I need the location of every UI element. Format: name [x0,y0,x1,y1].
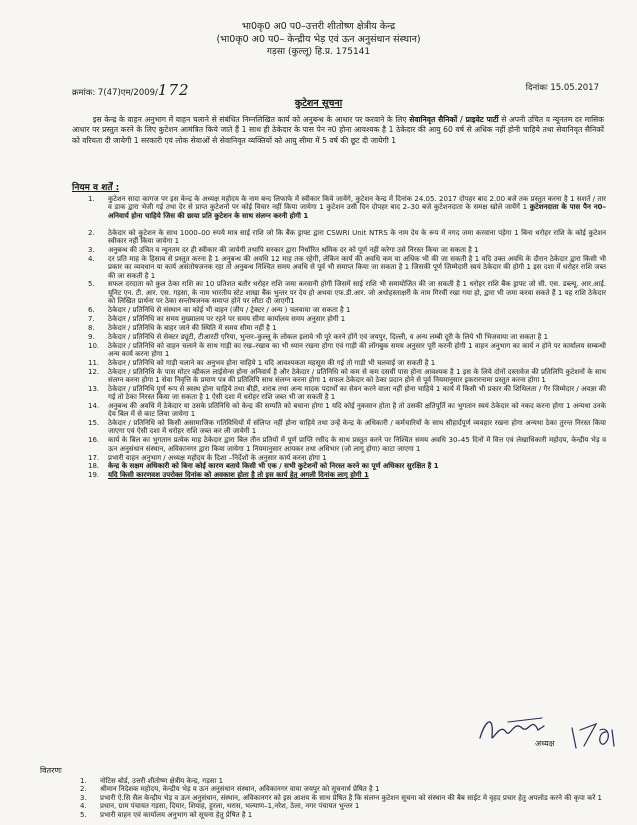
term-text: दर प्रति माह के हिसाब से प्रस्तुत करना है 1 अनुबन्ध की अवधि 12 माह तक रहेगी, लेकिन कार्य की अवधि कम या अधिक भी की जा सकती है 1 यदि उक्त अवधि के दौरान ठेकेदार द्वारा किसी भी प्रकार का व्यवधान या कार्य असंतोषजनक रहा तो अनुबन्ध निश्चित समय अवधि से पूर्व भी समाप्त किया जा सकता है 1 जिसकी पूर्ण जिम्मेदारी स्वयं ठेकेदार की होगी 1 इस दशा में धरोहर राशि जब्त की जा सकती है 1 [108,254,606,280]
distribution-item [40,785,620,793]
intro-bold: सेवानिवृत सैनिकों / प्राइवेट पार्टी [409,115,499,124]
term-number: 12. [88,367,100,376]
distribution-text: प्रभारी ऐ.सि सैल केन्द्रीय भेड़ व ऊन अनुसंधान, संस्थान, अविकानगर को इस आशय के साथ प्रेषित है कि संलग्न कुटेशन सूचना को संस्थान की बैब साईट मे वृहद प्रचार हेतु अपलोड करने की कृपा करें 1 [100,793,602,802]
term-item [72,246,606,254]
distribution-item [40,802,620,810]
term-number: 6. [88,305,95,314]
document-title: कुटेशन सूचना [294,98,343,109]
term-item [72,315,606,323]
term-number: 4. [88,254,95,263]
letterhead-line-1: भा0कृ0 अ0 प0–उत्तरी शीतोष्ण क्षेत्रीय केन्द्र [241,21,396,32]
term-number: 13. [88,384,100,393]
term-item [72,402,606,419]
distribution-number: 2. [80,785,87,794]
term-text: ठेकेदार को कुटेशन के साथ 1000–00 रुपये मात्र साई राशि जो कि बैंक ड्राफ्ट द्वारा CSWRI Unit NTRS के नाम देय के रूप में नगद जमा करवाना पड़ेगा 1 बिना धरोहर राशि के कोई कुटेशन स्वीकार नहीं किया जायेगा 1 [108,228,606,246]
term-item [72,471,606,479]
term-text: ठेकेदार / प्रतिनिधि से संस्थान का कोई भी वाहन (जीप / ट्रेक्टर / अन्य ) चलवाया जा सकता है 1 [108,305,351,314]
term-item [72,385,606,402]
term-text: केन्द्र के सक्षम अधिकारी को बिना कोई कारण बताये किसी भी एक / सभी कुटेशनों को निरस्त करने का पूर्ण अधिकार सुरक्षित है 1 [108,462,439,471]
term-text: ठेकेदार / प्रतिनिधि के पास मोटर व्हीकल लाईसेन्स होना अनिवार्य है और ठेकेदार / प्रतिनिधि को कम से कम दसवीं पास होना आवश्यक है 1 इस के लिये दोनों दस्तावेज की प्रतिलिपि कुटेशनों के साथ संलग्न करना होगा 1 सेवा निवृत्ति के प्रमाण पत्र की प्रतिलिपि साथ संलग्न करना होगा 1 सफल ठेकेदार को ठेका प्रदान होने से पूर्व नियमानुसार इकरारनामा प्रस्तुत करना होगा 1 [108,367,606,384]
distribution-text: श्रीमान निदेशक महोदय, केन्द्रीय भेड़ व ऊन अनुसंधान संस्थान, अविकानगर वाया जयपुर को सूचनार्थ प्रेषित है 1 [100,785,380,794]
term-number: 7. [88,314,95,323]
distribution-heading: वितरणः [40,766,62,775]
term-text: कार्य के बिल का भुगतान प्रत्येक माह ठेकेदार द्वारा बिल तीन प्रतियों में पूर्ण प्राप्ति रसीद के साथ प्रस्तुत करने पर निश्चित समय अवधि 30–45 दिनों में वित्त एवं लेखाधिकारी महोदय, केन्द्रीय भेड़ व ऊन अनुसंधान संस्थान, अविकानगर द्वारा किया जायेगा 1 नियमानुसार आयकर तथा अधिभार (जो लागू होगा) काटा जाएगा 1 [108,436,606,453]
letterhead-line-3: गड़सा (कुल्लू) हि.प्र. 175141 [266,47,371,57]
term-text: ठेकेदार / प्रतिनिधि के बाहर जाने की स्थिति में समय सीमा नहीं है 1 [108,323,277,332]
term-number: 8. [88,323,95,332]
term-item [72,333,606,341]
term-number: 1. [88,195,95,203]
term-number: 11. [88,358,100,367]
term-number: 17. [88,453,100,462]
term-number: 19. [88,471,100,480]
term-item [72,229,606,246]
letterhead-line-2: (भा0कृ0 अ0 प0– केन्द्रीय भेड़ एवं ऊन अनुसंधान संस्थान) [216,34,421,45]
term-text: ठेकेदार / प्रतिनिधि का समय मुख्यालय पर रहने पर समय सीमा कार्यालय समय अनुसार होगी 1 [108,314,346,323]
term-item [72,195,606,220]
term-bold-text: कुटेशनदाता के पास पैन न0– अनिवार्य होना चाहिये जिस की छाया प्रति कुटेशन के साथ संलग्न करनी होगी 1 [108,203,606,220]
document-date: दिनांकः 15.05.2017 [525,83,599,93]
term-number: 5. [88,280,95,289]
term-item [72,280,606,305]
term-item [72,419,606,436]
term-number: 3. [88,246,95,255]
distribution-number: 1. [80,777,87,785]
distribution-text: प्रधान, ग्राम पंचायत गड़सा, दियार, शियाह, हुरला, थरास, भल्याण–1,नरेश, ठेला, नगर पंचायत भुन्तर 1 [100,802,360,811]
term-item [72,255,606,280]
term-text: प्रभारी वाहन अनुभाग / अध्यक्ष महोदय के दिशा –निर्देशों के अनुसार कार्य करना होगा 1 [108,453,327,462]
term-number: 18. [88,462,100,471]
distribution-number: 3. [80,793,87,802]
term-text: ठेकेदार / प्रतिनिधि को वाहन चलाने के साथ गाड़ी का रख–रखाव का भी ध्यान रखना होगा एवं गाड़ी की लॉगबुक समय अनुसार पूरी करनी होगी 1 वाहन अनुभाग का कार्य न होने पर कार्यालय सम्बन्धी अन्य कार्य करना होगा 1 [108,341,606,358]
term-number: 16. [88,436,100,445]
distribution-text: प्रभारी वाहन एवं कार्यालय अनुभाग को सूचना हेतु प्रेषित है 1 [100,810,253,819]
term-text: ठेकेदार / प्रतिनिधि से सेक्टर ड्यूटी, टीआरटी एरिया, भुन्तर–कुल्लू के लोकल इलावे भी पूरे करने होंगें एवं जयपुर, दिल्ली, व अन्य लम्बी दूरी के लिये भी भिजवाया जा सकता है 1 [108,332,549,341]
term-item [72,324,606,332]
term-text: ठेकेदार / प्रतिनिधि पूर्ण रूप से स्वस्थ होना चाहिये तथा बीड़ी, शराब तथा अन्य मादक पदार्थों का सेवन करने वाला नहीं होना चाहिये 1 कार्य में किसी भी प्रकार की शिथिलता / गैर जिम्मेदार / अवज्ञा की गई तो ठेका निरस्त किया जा सकता है 1 ऐसी दशा में धरोहर राशि जब्त भी जा सकती है 1 [108,384,606,402]
term-text: अनुबन्ध की उचित व न्यूनतम दर ही स्वीकार की जायेगी तथापि सरकार द्वारा निर्धारित श्रमिक दर को पूर्ण नहीं करेगा उसे निरस्त किया जा सकता है 1 [108,246,479,255]
term-item [72,368,606,385]
term-item [72,306,606,314]
term-text: अनुबन्ध की अवधि में ठेकेदार या उसके प्रतिनिधि को केन्द्र की सम्पति को बचाना होगा 1 यदि कोई नुकसान होता है तो उसकी क्षतिपूर्ति का भुगतान स्वयं ठेकेदार को नकद करना होगा 1 अन्यथा उनके देय बिल में से काट लिया जायेगा 1 [108,401,606,419]
term-text: सफल दरदाता को कुल ठेका राशि का 10 प्रतिशत बतौर धरोहर राशि जमा करवानी होगी जिसमें साई राशि भी समायोजित की जा सकती है 1 धरोहर राशि बैंक ड्राफ्ट जो सी. एस. डब्ल्यू. आर.आई. यूनिट एन. टी. आर. एस. गड़सा, के नाम भारतीय स्टेट शाखा बैंक भुन्तर पर देय हो अथवा एफ.डी.आर. जो अधोहस्ताक्षरी के नाम गिरवीं रखा गया हो, द्वारा भी जमा करवा सकते हैं 1 यह राशि ठेकेदार को लिखित प्रार्थना पर ठेका सन्तोषजनक समाप्त होने पर लौटा दी जाएगी1 [108,280,606,306]
intro-part-2: से अपनी उचित व न्यूनतम दर मासिक आधार पर प्रस्तुत करने के लिए कुटेशन आमंत्रित किये जाते हैं 1 साथ ही ठेकेदार के पास पेन न0 होना आवश्यक है 1 ठेकेदार की आयु 60 वर्ष से अधिक नहीं होनी चाहिये तथा सेवानिवृत सैनिकों को वरियता दी जायेगी 1 सरकारी एवं लोक सेवाओं से सेवानिवृत व्यक्तियों को आयु सीमा में 5 वर्ष की छूट दी जायेगी 1 [72,115,605,145]
term-item [72,454,606,462]
term-number: 9. [88,332,95,341]
distribution-item [40,811,620,819]
term-text: ठेकेदार / प्रतिनिधि को किसी असामाजिक गतिविधियों में संलिप्त नहीं होना चाहिये तथा उन्हें केन्द्र के अधिकारी / कर्मचारियों के साथ सौहार्दपूर्ण व्यवहार रखना होगा अन्यथा ठेका तुरन्त निरस्त किया जाएगा एवं ऐसी दशा में धरोहर राशि जब्त कर ली जायेगी 1 [108,419,606,436]
intro-part-1: इस केन्द्र के वाहन अनुभाग में वाहन चलाने से संबंधित निम्नलिखित कार्य को अनुबन्ध के आधार पर करवाने के लिए [92,115,410,124]
term-number: 2. [88,228,95,237]
term-text: ठेकेदार / प्रतिनिधि को गाड़ी चलाने का अनुभव होना चाहिये 1 यदि आवश्यकता महसूस की गई तो गाड़ी भी चलवाई जा सकती है 1 [108,358,436,367]
signatory-designation: अध्यक्ष [535,739,555,748]
term-item [72,436,606,453]
reference-number-handwritten: 172 [157,81,190,99]
intro-paragraph [72,115,604,146]
term-number: 10. [88,341,100,350]
term-number: 14. [88,401,100,410]
reference-number-text: क्रमांक: 7(47)एम/2009/ [72,88,158,98]
terms-heading: नियम व शर्तें : [72,183,120,193]
distribution-number: 5. [80,810,87,819]
term-number: 15. [88,419,100,428]
term-text: कुटेशन सादा कागज पर इस केन्द्र के अध्यक्ष महोदय के नाम बन्द लिफाफे में स्वीकार किये जायेंगे, कुटेशन केन्द्र में दिनांक 24.05. 2017 दोपहर बाद 2.00 बजे तक प्रस्तुत करना है 1 सशर्त / तार व डाक द्वारा भेजी गई तथा देर से प्राप्त कुटेशनों पर कोई विचार नहीं किया जायेगा 1 कुटेशन उसी दिन दोपहर बाद 2–30 बजे कुटेशनदाता के समक्ष खोले जायेंगें 1 [108,195,606,212]
distribution-list [40,777,620,819]
terms-list [72,195,606,480]
term-item [72,342,606,359]
term-item [72,359,606,367]
distribution-text: नोटिस बोर्ड, उत्तरी शीतोष्ण क्षेत्रीय केन्द्र, गड़सा 1 [100,777,224,785]
distribution-number: 4. [80,802,87,811]
distribution-item [40,794,620,802]
term-text: यदि किसी कारणवश उपरोक्त दिनांक को अवकाश होता है तो इस कार्य हेतु अगली दिनांक लागू होगी 1 [108,471,369,480]
letterhead [0,20,637,59]
term-item [72,462,606,470]
